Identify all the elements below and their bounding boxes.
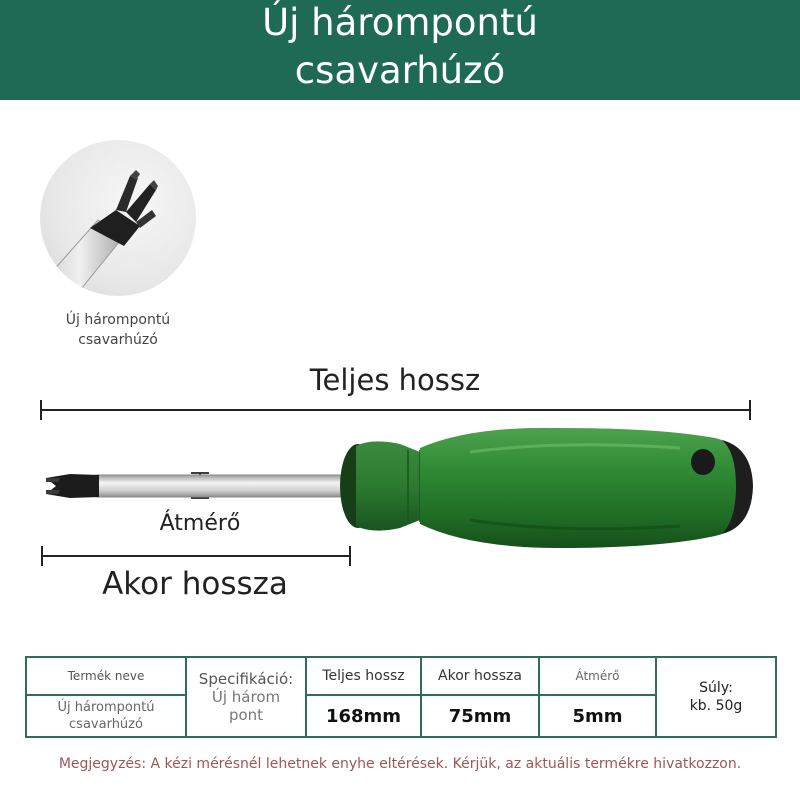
- value-shaft-length: 75mm: [421, 695, 539, 737]
- total-length-label: Teljes hossz: [309, 363, 481, 397]
- value-specification: Új három pont: [211, 688, 281, 724]
- measurement-note: Megjegyzés: A kézi mérésnél lehetnek enyhe eltérések. Kérjük, az aktuális termékre hivatkozzon.: [58, 756, 742, 772]
- value-diameter: 5mm: [539, 695, 656, 737]
- diameter-label: Átmérő: [159, 511, 241, 536]
- screwdriver-handle: [340, 428, 753, 548]
- header-total-length: Teljes hossz: [306, 657, 421, 695]
- header-diameter: Átmérő: [539, 657, 656, 695]
- header-shaft-length: Akor hossza: [421, 657, 539, 695]
- screwdriver-tip: [46, 474, 99, 498]
- weight-value: kb. 50g: [689, 698, 743, 714]
- total-length-dimension-line: [41, 400, 750, 420]
- value-total-length: 168mm: [306, 695, 421, 737]
- spec-table-header-row: [26, 657, 776, 695]
- thumbnail-caption-line2: csavarhúzó: [78, 332, 158, 348]
- header-product-name: Termék neve: [26, 657, 186, 695]
- screwdriver-shaft: [96, 475, 358, 497]
- shaft-length-label: Akor hossza: [102, 566, 288, 602]
- spec-cell: [186, 657, 306, 737]
- banner-title-line1: Új hárompontú: [262, 1, 538, 44]
- weight-label: Súly:: [699, 680, 733, 696]
- thumbnail-caption-line1: Új hárompontú: [65, 312, 171, 328]
- banner-title-line2: csavarhúzó: [294, 49, 506, 92]
- weight-cell: [656, 657, 776, 737]
- header-specification: Specifikáció:: [198, 670, 294, 688]
- value-product-name: Új hárompontú csavarhúzó: [26, 695, 186, 737]
- spec-table: [25, 656, 777, 738]
